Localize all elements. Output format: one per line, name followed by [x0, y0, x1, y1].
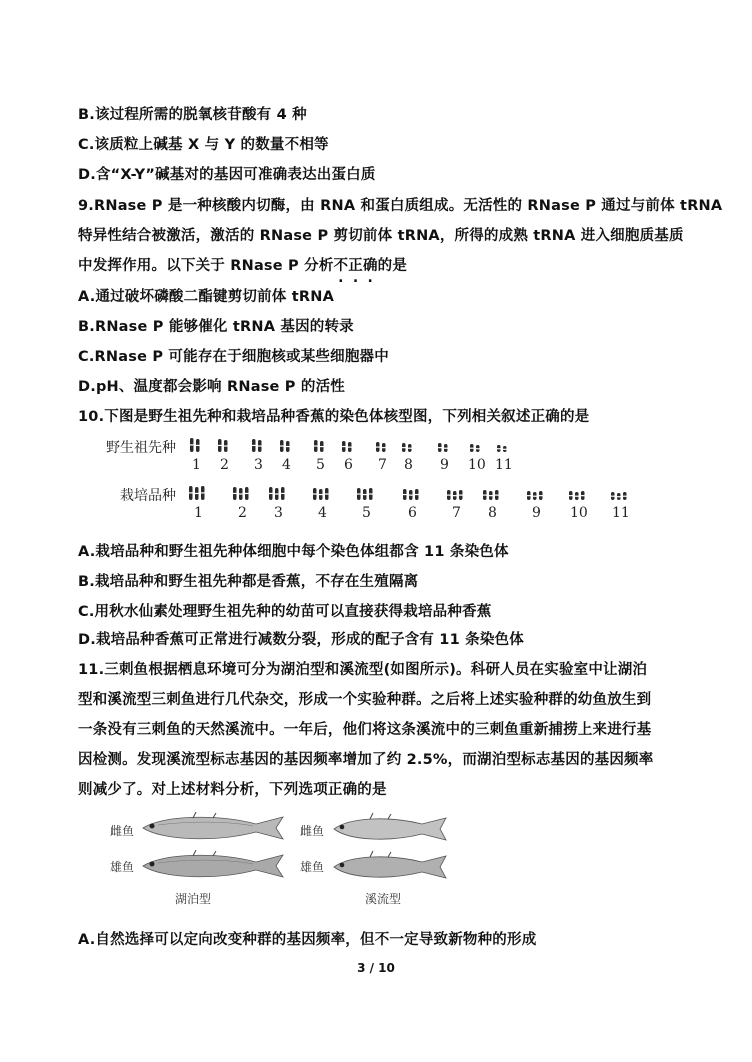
option-c-q9: C.RNase P 可能存在于细胞核或某些细胞器中	[78, 349, 389, 365]
lake-male-fish-image	[138, 850, 288, 882]
lake-female-fish-image	[138, 812, 288, 844]
option-a-q9: A.通过破坏磷酸二酯键剪切前体 tRNA	[78, 289, 334, 305]
cultivar-number-6: 6	[408, 505, 417, 521]
stream-type-caption: 溪流型	[365, 892, 402, 906]
female-label-stream: 雌鱼	[300, 824, 325, 838]
cultivar-chromosome-group-9	[526, 484, 546, 506]
cultivar-number-9: 9	[532, 505, 541, 521]
question-10: 10.下图是野生祖先种和栽培品种香蕉的染色体核型图，下列相关叙述正确的是	[78, 409, 590, 425]
emphasis-char-2: 正	[348, 258, 363, 274]
cultivar-number-10: 10	[570, 505, 588, 521]
page-number: 3 / 10	[357, 961, 395, 975]
wild-chromosome-group-6	[341, 436, 355, 458]
option-a-q11: A.自然选择可以定向改变种群的基因频率，但不一定导致新物种的形成	[78, 932, 537, 948]
cultivar-number-2: 2	[238, 505, 247, 521]
option-b-q9: B.RNase P 能够催化 tRNA 基因的转录	[78, 319, 354, 335]
stream-female-fish-image	[330, 812, 450, 844]
wild-chromosome-group-8	[401, 436, 415, 458]
cultivar-number-7: 7	[452, 505, 461, 521]
cultivar-number-11: 11	[612, 505, 630, 521]
wild-chromosome-group-4	[279, 436, 293, 458]
question-11-line-5: 则减少了。对上述材料分析，下列选项正确的是	[78, 782, 387, 798]
cultivar-chromosome-group-2	[232, 484, 252, 506]
wild-number-11: 11	[495, 457, 513, 473]
option-d-q10: D.栽培品种香蕉可正常进行减数分裂，形成的配子含有 11 条染色体	[78, 632, 524, 648]
wild-number-9: 9	[440, 457, 449, 473]
male-label-stream: 雄鱼	[300, 860, 325, 874]
question-9-text-a: 中发挥作用。以下关于 RNase P 分析	[78, 258, 334, 274]
question-9-line-3	[78, 254, 407, 275]
cultivar-chromosome-group-6	[402, 484, 422, 506]
cultivar-number-4: 4	[318, 505, 327, 521]
wild-chromosome-group-1	[189, 436, 203, 458]
wild-number-6: 6	[344, 457, 353, 473]
lake-type-caption: 湖泊型	[175, 892, 212, 906]
option-c-q8: C.该质粒上碱基 X 与 Y 的数量不相等	[78, 137, 329, 153]
cultivar-chromosome-group-3	[268, 484, 288, 506]
question-11-line-2: 型和溪流型三刺鱼进行几代杂交，形成一个实验种群。之后将上述实验种群的幼鱼放生到	[78, 692, 652, 708]
option-d-q9: D.pH、温度都会影响 RNase P 的活性	[78, 379, 345, 395]
wild-number-8: 8	[404, 457, 413, 473]
option-b-q8: B.该过程所需的脱氧核苷酸有 4 种	[78, 107, 307, 123]
wild-number-4: 4	[282, 457, 291, 473]
wild-chromosome-group-9	[437, 436, 451, 458]
wild-chromosome-group-11	[496, 436, 510, 458]
wild-number-3: 3	[254, 457, 263, 473]
cultivar-number-5: 5	[362, 505, 371, 521]
emphasis-char-3: 确	[362, 258, 378, 274]
cultivar-number-8: 8	[488, 505, 497, 521]
option-b-q10: B.栽培品种和野生祖先种都是香蕉，不存在生殖隔离	[78, 574, 419, 590]
male-label-lake: 雄鱼	[110, 860, 135, 874]
question-9-text-b: 的是	[377, 258, 408, 274]
question-9-line-2: 特异性结合被激活，激活的 RNase P 剪切前体 tRNA，所得的成熟 tRNA 进入细胞质基质	[78, 228, 684, 244]
cultivar-number-1: 1	[194, 505, 203, 521]
cultivar-number-3: 3	[274, 505, 283, 521]
wild-number-7: 7	[378, 457, 387, 473]
cultivar-chromosome-group-1	[188, 484, 208, 506]
question-9-line-1: 9.RNase P 是一种核酸内切酶，由 RNA 和蛋白质组成。无活性的 RNase P 通过与前体 tRNA	[78, 198, 723, 214]
wild-chromosome-group-10	[469, 436, 483, 458]
emphasis-char-1: 不	[333, 258, 349, 274]
cultivar-chromosome-group-5	[356, 484, 376, 506]
wild-chromosome-group-2	[217, 436, 231, 458]
cultivar-chromosome-group-8	[482, 484, 502, 506]
wild-chromosome-group-3	[251, 436, 265, 458]
cultivar-chromosome-group-4	[312, 484, 332, 506]
cultivar-chromosome-group-10	[568, 484, 588, 506]
option-c-q10: C.用秋水仙素处理野生祖先种的幼苗可以直接获得栽培品种香蕉	[78, 604, 492, 620]
option-a-q10: A.栽培品种和野生祖先种体细胞中每个染色体组都含 11 条染色体	[78, 544, 509, 560]
wild-number-1: 1	[192, 457, 201, 473]
cultivar-label: 栽培品种	[120, 488, 176, 504]
wild-number-2: 2	[220, 457, 229, 473]
female-label-lake: 雌鱼	[110, 824, 135, 838]
wild-number-5: 5	[316, 457, 325, 473]
question-11-line-1: 11.三刺鱼根据栖息环境可分为湖泊型和溪流型(如图所示)。科研人员在实验室中让湖泊	[78, 662, 648, 678]
wild-chromosome-group-5	[313, 436, 327, 458]
wild-ancestor-label: 野生祖先种	[106, 440, 176, 456]
wild-number-10: 10	[468, 457, 486, 473]
question-11-line-3: 一条没有三刺鱼的天然溪流中。一年后，他们将这条溪流中的三刺鱼重新捕捞上来进行基	[78, 722, 652, 738]
stream-male-fish-image	[330, 850, 450, 882]
option-d-q8: D.含“X-Y”碱基对的基因可准确表达出蛋白质	[78, 167, 376, 183]
question-11-line-4: 因检测。发现溪流型标志基因的基因频率增加了约 2.5%，而湖泊型标志基因的基因频率	[78, 752, 654, 768]
cultivar-chromosome-group-7	[446, 484, 466, 506]
wild-chromosome-group-7	[375, 436, 389, 458]
cultivar-chromosome-group-11	[610, 484, 630, 506]
